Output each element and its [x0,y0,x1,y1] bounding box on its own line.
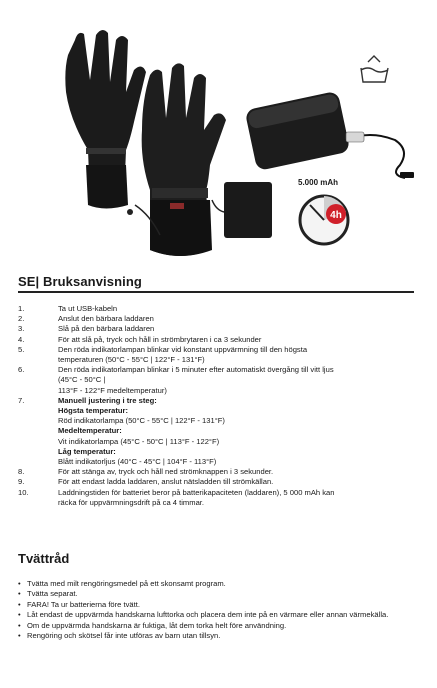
hand-wash-icon [361,56,388,82]
small-battery-image [212,182,272,238]
instruction-step [18,477,418,487]
instruction-step [18,304,418,314]
step-text-line: Den röda indikatorlampan blinkar i 5 minuter efter automatiskt övergång till vitt ljus [58,365,334,375]
step-text: Anslut den bärbara laddaren [58,314,154,324]
step-text-line: räcka för uppvärmningsdrift på ca 4 timmar. [58,497,205,507]
step-number: 9. [18,477,25,487]
power-bank-image [245,91,351,171]
step-number: 1. [18,304,25,313]
step-text-line: Laddningstiden för batteriet beror på batterikapaciteten (laddaren), 5 000 mAh kan [58,487,335,497]
step-text-line: temperaturen (50°C - 55°C | 122°F - 131°F) [58,355,205,365]
care-item: • Rengöring och skötsel får inte utföras av barn utan tillsyn. [18,631,418,641]
instruction-step [18,396,418,467]
step-text: Slå på den bärbara laddaren [58,324,155,334]
temperature-level-heading: Medeltemperatur: [58,426,122,436]
product-illustration [0,0,437,270]
care-item: • Tvätta separat. [18,589,418,599]
instruction-step [18,488,418,508]
care-item: • Om de uppvärmda handskarna är fuktiga, låt dem torka helt före användning. [18,621,418,631]
temperature-level-heading: Högsta temperatur: [58,406,129,416]
glove-front-image [127,63,226,256]
care-item: • Tvätta med milt rengöringsmedel på ett skonsamt program. [18,579,418,589]
section-title: SE| Bruksanvisning [18,274,142,289]
step-number: 5. [18,344,25,354]
care-item: • FARA! Ta ur batterierna före tvätt. [18,600,418,610]
instruction-step [18,314,418,324]
step-number: 8. [18,467,25,477]
usb-cable-image [345,132,414,178]
battery-capacity-label: 5.000 mAh [298,178,339,187]
temperature-level-text: Vit indikatorlampa (45°C - 50°C | 113°F - 122°F) [58,436,220,446]
care-list [18,579,418,641]
step-text-line: Den röda indikatorlampan blinkar vid konstant uppvärmning till den högsta [58,344,308,354]
step-text-line: (45°C - 50°C | [58,375,106,385]
care-item: • Låt endast de uppvärmda handskarna lufttorka och placera dem inte på en värmare eller annan värmekälla. [18,610,418,620]
step-text: För att slå på, tryck och håll in strömbrytaren i ca 3 sekunder [58,334,262,344]
step-text: För att endast ladda laddaren, anslut nätsladden till strömkällan. [58,477,274,487]
step-text-line: 113°F - 122°F medeltemperatur) [58,385,167,395]
instruction-step [18,467,418,477]
title-divider [18,291,414,293]
instruction-step [18,365,418,396]
instruction-list [18,304,418,508]
battery-hours: 4h [330,210,342,221]
temperature-level-heading: Låg temperatur: [58,446,116,456]
step-heading: Manuell justering i tre steg: [58,395,157,405]
step-number: 3. [18,324,25,334]
instruction-step [18,335,418,345]
step-text: För att stänga av, tryck och håll ned strömknappen i 3 sekunder. [58,467,274,477]
step-text: Ta ut USB-kabeln [58,304,118,313]
instruction-step [18,324,418,334]
temperature-level-text: Blått indikatorljus (40°C - 45°C | 104°F - 113°F) [58,457,217,467]
step-number: 2. [18,314,25,324]
glove-back-image [65,30,146,209]
care-title: Tvättråd [18,551,70,566]
step-number: 7. [18,395,25,405]
battery-duration-gauge [300,196,348,244]
step-number: 6. [18,365,25,375]
instruction-step [18,345,418,365]
step-number: 10. [18,487,29,497]
temperature-level-text: Röd indikatorlampa (50°C - 55°C | 122°F - 131°F) [58,416,225,426]
step-number: 4. [18,334,25,344]
